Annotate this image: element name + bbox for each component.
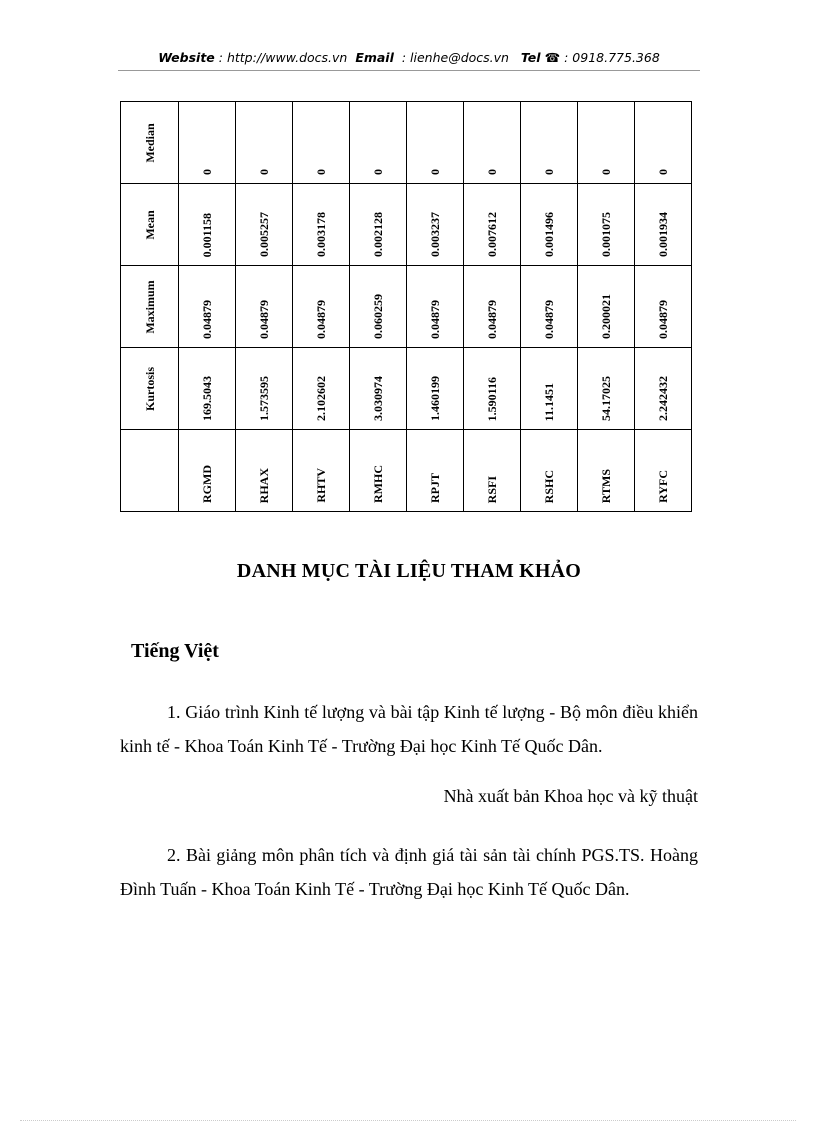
- table-cell: [464, 102, 521, 184]
- row-header-cell: [121, 184, 179, 266]
- table-cell: [407, 430, 464, 512]
- cell-value: 0.04879: [485, 300, 499, 339]
- table-cell: [578, 266, 635, 348]
- website-url[interactable]: : http://www.docs.vn: [218, 50, 348, 65]
- reference-1-publisher: Nhà xuất bản Khoa học và kỹ thuật: [443, 786, 698, 806]
- table-cell: [236, 102, 293, 184]
- table-cell: [578, 184, 635, 266]
- cell-value: 1.460199: [428, 376, 442, 421]
- cell-value: 11.1451: [542, 382, 556, 421]
- statistics-table: [120, 101, 692, 512]
- table-cell: [350, 430, 407, 512]
- table-cell: [578, 430, 635, 512]
- table-cell: [464, 184, 521, 266]
- row-header-cell: [121, 430, 179, 512]
- cell-value: RTMS: [599, 468, 613, 503]
- cell-value: 0.04879: [428, 300, 442, 339]
- cell-value: 0: [371, 169, 385, 175]
- cell-value: 0.060259: [371, 294, 385, 339]
- table-cell: [521, 184, 578, 266]
- cell-value: RGMD: [200, 465, 214, 503]
- row-header-cell: [121, 348, 179, 430]
- table-cell: [578, 102, 635, 184]
- cell-value: 0: [542, 169, 556, 175]
- cell-value: 169.5043: [200, 376, 214, 421]
- reference-2-text: 2. Bài giảng môn phân tích và định giá tài sản tài chính PGS.TS. Hoàng Đình Tuấn - Khoa Toán Kinh Tế - Trường Đại học Kinh Tế Quốc Dân.: [120, 845, 698, 899]
- cell-value: 0: [485, 169, 499, 175]
- row-header-label: Median: [142, 122, 157, 163]
- table-cell: [464, 266, 521, 348]
- table-cell: [635, 184, 692, 266]
- table-row: [121, 102, 692, 184]
- table-cell: [407, 184, 464, 266]
- table-cell: [179, 348, 236, 430]
- cell-value: 0.200021: [599, 294, 613, 339]
- table-cell: [293, 184, 350, 266]
- cell-value: 0.001934: [656, 212, 670, 257]
- table-cell: [350, 102, 407, 184]
- cell-value: 0: [428, 169, 442, 175]
- cell-value: 0: [599, 169, 613, 175]
- table-cell: [236, 430, 293, 512]
- cell-value: RPJT: [428, 473, 442, 503]
- cell-value: 0.04879: [200, 300, 214, 339]
- cell-value: RHAX: [257, 467, 271, 503]
- cell-value: 1.590116: [485, 376, 499, 421]
- cell-value: RSFI: [485, 475, 499, 503]
- table-cell: [635, 266, 692, 348]
- table-cell: [635, 430, 692, 512]
- table-cell: [464, 348, 521, 430]
- website-label: Website: [158, 50, 215, 65]
- reference-1: [120, 695, 698, 763]
- row-header-label: Mean: [142, 209, 157, 240]
- cell-value: 0.003237: [428, 212, 442, 257]
- cell-value: 0: [257, 169, 271, 175]
- cell-value: 2.102602: [314, 376, 328, 421]
- table-cell: [407, 348, 464, 430]
- cell-value: 0.002128: [371, 212, 385, 257]
- cell-value: 0: [314, 169, 328, 175]
- table-cell: [350, 184, 407, 266]
- cell-value: 0.04879: [314, 300, 328, 339]
- table-cell: [350, 348, 407, 430]
- table-row: [121, 266, 692, 348]
- table-cell: [236, 348, 293, 430]
- row-header-cell: [121, 266, 179, 348]
- table-cell: [350, 266, 407, 348]
- table-cell: [521, 266, 578, 348]
- cell-value: 0.001158: [200, 212, 214, 257]
- table-cell: [179, 184, 236, 266]
- row-header-label: Maximum: [142, 279, 157, 334]
- cell-value: 0.04879: [257, 300, 271, 339]
- page-header: [120, 50, 698, 65]
- page-bottom-border: [20, 1120, 796, 1121]
- table-row: [121, 430, 692, 512]
- cell-value: 0.04879: [656, 300, 670, 339]
- cell-value: 0: [656, 169, 670, 175]
- table-cell: [293, 348, 350, 430]
- cell-value: RYFC: [656, 470, 670, 503]
- header-divider: [118, 70, 700, 71]
- cell-value: 0.003178: [314, 212, 328, 257]
- reference-2: [120, 838, 698, 906]
- table-cell: [407, 266, 464, 348]
- section-title: DANH MỤC TÀI LIỆU THAM KHẢO: [236, 560, 582, 582]
- table-cell: [179, 430, 236, 512]
- cell-value: 0.001075: [599, 212, 613, 257]
- table-cell: [293, 430, 350, 512]
- cell-value: 1.573595: [257, 376, 271, 421]
- table-cell: [521, 430, 578, 512]
- table-cell: [578, 348, 635, 430]
- cell-value: 0.04879: [542, 300, 556, 339]
- email-label: Email: [355, 50, 394, 65]
- cell-value: 54.17025: [599, 376, 613, 421]
- tel-label: Tel: [520, 50, 541, 65]
- row-header-cell: [121, 102, 179, 184]
- cell-value: 0.007612: [485, 212, 499, 257]
- table-cell: [179, 266, 236, 348]
- row-header-label: Kurtosis: [142, 366, 157, 411]
- table-cell: [521, 102, 578, 184]
- cell-value: RMHC: [371, 465, 385, 503]
- table-cell: [635, 348, 692, 430]
- table-cell: [293, 102, 350, 184]
- phone-icon: ☎: [544, 50, 561, 65]
- table-cell: [521, 348, 578, 430]
- table-cell: [635, 102, 692, 184]
- cell-value: 2.242432: [656, 376, 670, 421]
- cell-value: 0: [200, 169, 214, 175]
- table-cell: [464, 430, 521, 512]
- cell-value: RHTV: [314, 468, 328, 503]
- cell-value: RSHC: [542, 469, 556, 503]
- tel-number: : 0918.775.368: [564, 50, 660, 65]
- table-row: [121, 184, 692, 266]
- table-cell: [179, 102, 236, 184]
- table-row: [121, 348, 692, 430]
- table-cell: [236, 266, 293, 348]
- cell-value: 0.005257: [257, 212, 271, 257]
- table-cell: [293, 266, 350, 348]
- cell-value: 3.030974: [371, 376, 385, 421]
- subheading: Tiếng Việt: [131, 640, 219, 662]
- reference-1-text: 1. Giáo trình Kinh tế lượng và bài tập Kinh tế lượng - Bộ môn điều khiển kinh tế - Khoa Toán Kinh Tế - Trường Đại học Kinh Tế Quốc Dân.: [120, 702, 698, 756]
- cell-value: 0.001496: [542, 212, 556, 257]
- table-cell: [236, 184, 293, 266]
- email-address[interactable]: : lienhe@docs.vn: [401, 50, 509, 65]
- table-cell: [407, 102, 464, 184]
